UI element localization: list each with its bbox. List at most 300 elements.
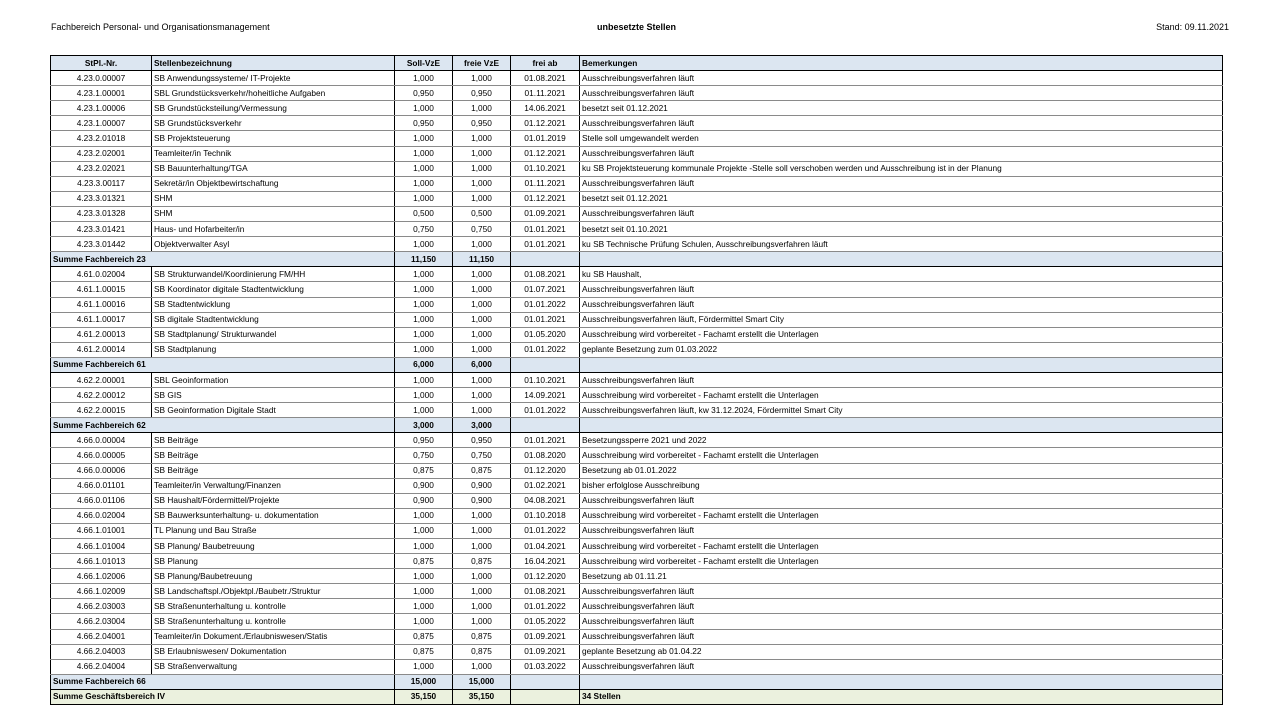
table-row — [51, 554, 1223, 569]
cell-position-title: SB Straßenunterhaltung u. kontrolle — [152, 614, 395, 629]
cell-remarks: Ausschreibungsverfahren läuft — [580, 523, 1223, 538]
cell-remarks: Ausschreibungsverfahren läuft — [580, 629, 1223, 644]
cell-sum-free-fte: 15,000 — [453, 674, 511, 689]
cell-free-from: 01.11.2021 — [511, 86, 580, 101]
cell-position-number: 4.66.0.01106 — [51, 493, 152, 508]
cell-remarks: geplante Besetzung zum 01.03.2022 — [580, 342, 1223, 357]
cell-empty — [511, 418, 580, 433]
cell-free-fte: 1,000 — [453, 146, 511, 161]
cell-remarks: besetzt seit 01.12.2021 — [580, 191, 1223, 206]
table-row — [51, 372, 1223, 387]
cell-free-from: 01.09.2021 — [511, 206, 580, 221]
cell-position-title: Teamleiter/in Verwaltung/Finanzen — [152, 478, 395, 493]
table-row — [51, 433, 1223, 448]
table-row — [51, 327, 1223, 342]
table-row — [51, 659, 1223, 674]
cell-target-fte: 1,000 — [395, 342, 453, 357]
col-header-title: Stellenbezeichnung — [152, 56, 395, 71]
table-row — [51, 644, 1223, 659]
cell-position-title: TL Planung und Bau Straße — [152, 523, 395, 538]
cell-remarks: Ausschreibung wird vorbereitet - Fachamt erstellt die Unterlagen — [580, 554, 1223, 569]
cell-free-from: 01.09.2021 — [511, 644, 580, 659]
cell-position-number: 4.66.2.04003 — [51, 644, 152, 659]
cell-free-from: 01.01.2022 — [511, 403, 580, 418]
cell-position-number: 4.23.1.00007 — [51, 116, 152, 131]
cell-position-title: SB Koordinator digitale Stadtentwicklung — [152, 282, 395, 297]
cell-free-from: 01.09.2021 — [511, 629, 580, 644]
cell-position-number: 4.23.3.00117 — [51, 176, 152, 191]
table-row — [51, 403, 1223, 418]
cell-free-fte: 1,000 — [453, 372, 511, 387]
cell-position-number: 4.66.0.00006 — [51, 463, 152, 478]
cell-remarks: Ausschreibungsverfahren läuft — [580, 282, 1223, 297]
cell-sum-target-fte: 3,000 — [395, 418, 453, 433]
cell-free-from: 01.12.2021 — [511, 191, 580, 206]
table-header-row — [51, 56, 1223, 71]
cell-position-number: 4.66.0.01101 — [51, 478, 152, 493]
cell-sum-label: Summe Fachbereich 66 — [51, 674, 395, 689]
cell-position-number: 4.61.2.00013 — [51, 327, 152, 342]
cell-free-from: 01.12.2021 — [511, 146, 580, 161]
cell-position-title: SB Bauunterhaltung/TGA — [152, 161, 395, 176]
cell-empty — [511, 674, 580, 689]
cell-free-from: 01.05.2022 — [511, 614, 580, 629]
cell-sum-remarks — [580, 418, 1223, 433]
cell-remarks: Ausschreibung wird vorbereitet - Fachamt erstellt die Unterlagen — [580, 539, 1223, 554]
cell-free-fte: 1,000 — [453, 267, 511, 282]
cell-free-fte: 1,000 — [453, 342, 511, 357]
cell-remarks: Ausschreibungsverfahren läuft — [580, 584, 1223, 599]
cell-remarks: Ausschreibungsverfahren läuft — [580, 372, 1223, 387]
cell-free-from: 01.01.2021 — [511, 312, 580, 327]
cell-remarks: Ausschreibungsverfahren läuft, kw 31.12.2024, Fördermittel Smart City — [580, 403, 1223, 418]
table-row — [51, 116, 1223, 131]
cell-position-number: 4.62.2.00001 — [51, 372, 152, 387]
cell-position-title: SB Projektsteuerung — [152, 131, 395, 146]
cell-position-number: 4.23.2.01018 — [51, 131, 152, 146]
cell-remarks: Besetzungssperre 2021 und 2022 — [580, 433, 1223, 448]
cell-sum-free-fte: 6,000 — [453, 357, 511, 372]
cell-free-fte: 1,000 — [453, 327, 511, 342]
cell-position-title: SB Stadtplanung — [152, 342, 395, 357]
cell-target-fte: 1,000 — [395, 372, 453, 387]
table-row — [51, 161, 1223, 176]
cell-position-number: 4.66.0.02004 — [51, 508, 152, 523]
table-row — [51, 342, 1223, 357]
table-row — [51, 176, 1223, 191]
cell-position-number: 4.61.0.02004 — [51, 267, 152, 282]
cell-position-number: 4.23.1.00001 — [51, 86, 152, 101]
cell-free-fte: 1,000 — [453, 523, 511, 538]
cell-position-title: SB Geoinformation Digitale Stadt — [152, 403, 395, 418]
cell-position-number: 4.23.3.01421 — [51, 222, 152, 237]
cell-target-fte: 0,875 — [395, 463, 453, 478]
cell-remarks: Ausschreibungsverfahren läuft — [580, 71, 1223, 86]
cell-free-from: 04.08.2021 — [511, 493, 580, 508]
cell-free-from: 01.01.2019 — [511, 131, 580, 146]
cell-sum-target-fte: 35,150 — [395, 689, 453, 704]
cell-position-title: SB Beiträge — [152, 463, 395, 478]
cell-free-fte: 1,000 — [453, 312, 511, 327]
cell-free-from: 01.01.2021 — [511, 237, 580, 252]
cell-free-fte: 0,950 — [453, 433, 511, 448]
cell-free-from: 01.07.2021 — [511, 282, 580, 297]
cell-target-fte: 1,000 — [395, 508, 453, 523]
cell-position-number: 4.62.2.00012 — [51, 388, 152, 403]
cell-free-from: 01.10.2021 — [511, 161, 580, 176]
cell-position-title: SB Planung/Baubetreuung — [152, 569, 395, 584]
cell-position-number: 4.23.3.01442 — [51, 237, 152, 252]
cell-free-from: 01.08.2021 — [511, 71, 580, 86]
cell-position-number: 4.23.1.00006 — [51, 101, 152, 116]
cell-sum-label: Summe Fachbereich 62 — [51, 418, 395, 433]
col-header-free-from: frei ab — [511, 56, 580, 71]
cell-target-fte: 0,950 — [395, 116, 453, 131]
cell-target-fte: 1,000 — [395, 539, 453, 554]
table-row — [51, 629, 1223, 644]
table-row — [51, 101, 1223, 116]
cell-position-number: 4.61.2.00014 — [51, 342, 152, 357]
table-row — [51, 614, 1223, 629]
cell-target-fte: 1,000 — [395, 237, 453, 252]
cell-free-from: 01.01.2022 — [511, 523, 580, 538]
table-row — [51, 86, 1223, 101]
cell-free-from: 01.12.2020 — [511, 569, 580, 584]
cell-target-fte: 1,000 — [395, 599, 453, 614]
cell-target-fte: 0,875 — [395, 644, 453, 659]
cell-free-fte: 0,900 — [453, 493, 511, 508]
cell-free-fte: 1,000 — [453, 599, 511, 614]
cell-remarks: Ausschreibungsverfahren läuft, Fördermittel Smart City — [580, 312, 1223, 327]
table-row — [51, 539, 1223, 554]
cell-empty — [511, 252, 580, 267]
cell-free-from: 14.09.2021 — [511, 388, 580, 403]
cell-target-fte: 1,000 — [395, 584, 453, 599]
cell-remarks: Besetzung ab 01.01.2022 — [580, 463, 1223, 478]
cell-target-fte: 1,000 — [395, 659, 453, 674]
cell-free-from: 01.01.2021 — [511, 433, 580, 448]
cell-target-fte: 1,000 — [395, 161, 453, 176]
cell-position-title: SB Planung/ Baubetreuung — [152, 539, 395, 554]
cell-target-fte: 1,000 — [395, 327, 453, 342]
table-row — [51, 131, 1223, 146]
cell-position-number: 4.66.1.01001 — [51, 523, 152, 538]
cell-position-number: 4.61.1.00015 — [51, 282, 152, 297]
cell-position-title: SB digitale Stadtentwicklung — [152, 312, 395, 327]
col-header-free-fte: freie VzE — [453, 56, 511, 71]
cell-target-fte: 1,000 — [395, 312, 453, 327]
cell-target-fte: 0,875 — [395, 554, 453, 569]
cell-target-fte: 1,000 — [395, 523, 453, 538]
cell-target-fte: 1,000 — [395, 267, 453, 282]
status-date: Stand: 09.11.2021 — [1156, 22, 1229, 32]
cell-remarks: ku SB Projektsteuerung kommunale Projekte -Stelle soll verschoben werden und Ausschreibung ist in der Planung — [580, 161, 1223, 176]
table-row — [51, 146, 1223, 161]
table-row — [51, 508, 1223, 523]
cell-free-from: 01.08.2021 — [511, 584, 580, 599]
cell-sum-remarks — [580, 252, 1223, 267]
cell-target-fte: 1,000 — [395, 71, 453, 86]
cell-free-fte: 1,000 — [453, 237, 511, 252]
col-header-remarks: Bemerkungen — [580, 56, 1223, 71]
cell-position-title: SHM — [152, 206, 395, 221]
cell-target-fte: 0,875 — [395, 629, 453, 644]
cell-target-fte: 1,000 — [395, 146, 453, 161]
cell-remarks: besetzt seit 01.10.2021 — [580, 222, 1223, 237]
cell-position-title: Objektverwalter Asyl — [152, 237, 395, 252]
cell-sum-remarks: 34 Stellen — [580, 689, 1223, 704]
table-row — [51, 237, 1223, 252]
cell-sum-remarks — [580, 674, 1223, 689]
cell-target-fte: 1,000 — [395, 282, 453, 297]
table-row — [51, 282, 1223, 297]
cell-position-number: 4.62.2.00015 — [51, 403, 152, 418]
cell-free-fte: 0,875 — [453, 629, 511, 644]
cell-free-from: 01.03.2022 — [511, 659, 580, 674]
cell-free-fte: 1,000 — [453, 614, 511, 629]
cell-remarks: Ausschreibung wird vorbereitet - Fachamt erstellt die Unterlagen — [580, 448, 1223, 463]
cell-free-fte: 1,000 — [453, 659, 511, 674]
cell-position-number: 4.66.2.04001 — [51, 629, 152, 644]
cell-remarks: Ausschreibungsverfahren läuft — [580, 146, 1223, 161]
cell-free-from: 01.10.2021 — [511, 372, 580, 387]
cell-remarks: Ausschreibungsverfahren läuft — [580, 206, 1223, 221]
cell-position-number: 4.23.3.01321 — [51, 191, 152, 206]
cell-position-number: 4.23.2.02001 — [51, 146, 152, 161]
cell-target-fte: 0,950 — [395, 433, 453, 448]
cell-free-fte: 0,900 — [453, 478, 511, 493]
cell-position-title: SB Straßenverwaltung — [152, 659, 395, 674]
cell-sum-free-fte: 11,150 — [453, 252, 511, 267]
cell-free-fte: 0,750 — [453, 222, 511, 237]
vacancies-table — [50, 55, 1223, 705]
cell-position-title: SB GIS — [152, 388, 395, 403]
cell-sum-free-fte: 3,000 — [453, 418, 511, 433]
cell-free-fte: 0,875 — [453, 554, 511, 569]
subtotal-row — [51, 252, 1223, 267]
cell-target-fte: 1,000 — [395, 191, 453, 206]
cell-free-from: 01.02.2021 — [511, 478, 580, 493]
cell-position-title: SB Landschaftspl./Objektpl./Baubetr./Struktur — [152, 584, 395, 599]
cell-free-fte: 0,875 — [453, 463, 511, 478]
cell-remarks: Ausschreibungsverfahren läuft — [580, 297, 1223, 312]
cell-position-number: 4.66.1.02006 — [51, 569, 152, 584]
cell-position-title: SB Haushalt/Fördermittel/Projekte — [152, 493, 395, 508]
cell-free-fte: 1,000 — [453, 539, 511, 554]
subtotal-row — [51, 357, 1223, 372]
table-row — [51, 448, 1223, 463]
cell-target-fte: 1,000 — [395, 297, 453, 312]
cell-free-from: 01.12.2021 — [511, 116, 580, 131]
cell-target-fte: 1,000 — [395, 176, 453, 191]
cell-position-number: 4.66.1.01004 — [51, 539, 152, 554]
cell-free-from: 01.05.2020 — [511, 327, 580, 342]
cell-remarks: besetzt seit 01.12.2021 — [580, 101, 1223, 116]
table-row — [51, 222, 1223, 237]
cell-free-fte: 1,000 — [453, 161, 511, 176]
cell-free-from: 01.01.2022 — [511, 297, 580, 312]
cell-remarks: Ausschreibungsverfahren läuft — [580, 493, 1223, 508]
table-row — [51, 388, 1223, 403]
table-row — [51, 523, 1223, 538]
table-row — [51, 191, 1223, 206]
page-title: unbesetzte Stellen — [597, 22, 677, 32]
table-row — [51, 206, 1223, 221]
cell-remarks: Besetzung ab 01.11.21 — [580, 569, 1223, 584]
cell-position-title: SB Strukturwandel/Koordinierung FM/HH — [152, 267, 395, 282]
cell-position-title: Teamleiter/in Technik — [152, 146, 395, 161]
table-body — [51, 71, 1223, 705]
cell-position-title: SB Straßenunterhaltung u. kontrolle — [152, 599, 395, 614]
cell-free-fte: 1,000 — [453, 101, 511, 116]
cell-free-fte: 0,500 — [453, 206, 511, 221]
cell-remarks: Ausschreibungsverfahren läuft — [580, 659, 1223, 674]
cell-position-title: SBL Geoinformation — [152, 372, 395, 387]
cell-sum-target-fte: 15,000 — [395, 674, 453, 689]
cell-sum-label: Summe Geschäftsbereich IV — [51, 689, 395, 704]
cell-free-fte: 1,000 — [453, 191, 511, 206]
cell-free-from: 01.04.2021 — [511, 539, 580, 554]
cell-position-title: SB Grundstücksverkehr — [152, 116, 395, 131]
cell-free-from: 01.01.2022 — [511, 342, 580, 357]
cell-remarks: ku SB Haushalt, — [580, 267, 1223, 282]
cell-target-fte: 0,500 — [395, 206, 453, 221]
cell-sum-label: Summe Fachbereich 23 — [51, 252, 395, 267]
cell-remarks: geplante Besetzung ab 01.04.22 — [580, 644, 1223, 659]
table-row — [51, 267, 1223, 282]
table-row — [51, 463, 1223, 478]
cell-position-title: SB Beiträge — [152, 448, 395, 463]
cell-position-title: SB Beiträge — [152, 433, 395, 448]
cell-free-fte: 1,000 — [453, 176, 511, 191]
table-row — [51, 584, 1223, 599]
cell-position-number: 4.23.0.00007 — [51, 71, 152, 86]
cell-free-from: 01.08.2021 — [511, 267, 580, 282]
cell-sum-remarks — [580, 357, 1223, 372]
cell-sum-target-fte: 11,150 — [395, 252, 453, 267]
cell-free-fte: 0,950 — [453, 116, 511, 131]
subtotal-row — [51, 674, 1223, 689]
cell-free-fte: 0,750 — [453, 448, 511, 463]
cell-position-title: SB Erlaubniswesen/ Dokumentation — [152, 644, 395, 659]
cell-sum-label: Summe Fachbereich 61 — [51, 357, 395, 372]
cell-sum-free-fte: 35,150 — [453, 689, 511, 704]
col-header-number: StPl.-Nr. — [51, 56, 152, 71]
cell-position-title: SHM — [152, 191, 395, 206]
cell-free-fte: 1,000 — [453, 71, 511, 86]
cell-target-fte: 0,900 — [395, 493, 453, 508]
cell-empty — [511, 357, 580, 372]
cell-sum-target-fte: 6,000 — [395, 357, 453, 372]
cell-remarks: Ausschreibungsverfahren läuft — [580, 86, 1223, 101]
cell-position-number: 4.66.2.03003 — [51, 599, 152, 614]
cell-remarks: Ausschreibungsverfahren läuft — [580, 614, 1223, 629]
table-row — [51, 478, 1223, 493]
cell-free-fte: 0,950 — [453, 86, 511, 101]
cell-free-from: 01.01.2021 — [511, 222, 580, 237]
cell-position-number: 4.66.1.02009 — [51, 584, 152, 599]
cell-free-fte: 1,000 — [453, 282, 511, 297]
cell-target-fte: 0,900 — [395, 478, 453, 493]
cell-position-title: SB Anwendungssysteme/ IT-Projekte — [152, 71, 395, 86]
table-row — [51, 569, 1223, 584]
cell-remarks: Ausschreibungsverfahren läuft — [580, 599, 1223, 614]
subtotal-row — [51, 418, 1223, 433]
cell-target-fte: 1,000 — [395, 388, 453, 403]
cell-position-title: Haus- und Hofarbeiter/in — [152, 222, 395, 237]
cell-target-fte: 0,950 — [395, 86, 453, 101]
cell-free-from: 01.08.2020 — [511, 448, 580, 463]
cell-target-fte: 1,000 — [395, 131, 453, 146]
col-header-target-fte: Soll-VzE — [395, 56, 453, 71]
header-department: Fachbereich Personal- und Organisationsmanagement — [51, 22, 270, 32]
cell-position-number: 4.23.3.01328 — [51, 206, 152, 221]
cell-remarks: Ausschreibung wird vorbereitet - Fachamt erstellt die Unterlagen — [580, 508, 1223, 523]
cell-free-fte: 1,000 — [453, 297, 511, 312]
table-row — [51, 71, 1223, 86]
cell-remarks: Ausschreibungsverfahren läuft — [580, 176, 1223, 191]
cell-free-from: 16.04.2021 — [511, 554, 580, 569]
cell-remarks: Stelle soll umgewandelt werden — [580, 131, 1223, 146]
cell-target-fte: 0,750 — [395, 222, 453, 237]
cell-remarks: Ausschreibung wird vorbereitet - Fachamt erstellt die Unterlagen — [580, 327, 1223, 342]
cell-free-fte: 1,000 — [453, 584, 511, 599]
cell-remarks: Ausschreibungsverfahren läuft — [580, 116, 1223, 131]
cell-free-from: 01.01.2022 — [511, 599, 580, 614]
cell-free-fte: 1,000 — [453, 508, 511, 523]
cell-remarks: bisher erfolglose Ausschreibung — [580, 478, 1223, 493]
table-row — [51, 493, 1223, 508]
table-row — [51, 599, 1223, 614]
cell-target-fte: 1,000 — [395, 101, 453, 116]
cell-position-number: 4.66.0.00004 — [51, 433, 152, 448]
cell-position-title: SBL Grundstücksverkehr/hoheitliche Aufgaben — [152, 86, 395, 101]
cell-position-title: SB Grundstücksteilung/Vermessung — [152, 101, 395, 116]
cell-target-fte: 0,750 — [395, 448, 453, 463]
cell-remarks: ku SB Technische Prüfung Schulen, Ausschreibungsverfahren läuft — [580, 237, 1223, 252]
table-row — [51, 297, 1223, 312]
cell-position-number: 4.66.2.04004 — [51, 659, 152, 674]
cell-free-fte: 1,000 — [453, 569, 511, 584]
table-row — [51, 312, 1223, 327]
cell-target-fte: 1,000 — [395, 614, 453, 629]
cell-position-title: SB Stadtentwicklung — [152, 297, 395, 312]
cell-target-fte: 1,000 — [395, 403, 453, 418]
cell-free-from: 01.12.2020 — [511, 463, 580, 478]
cell-empty — [511, 689, 580, 704]
cell-position-number: 4.23.2.02021 — [51, 161, 152, 176]
cell-position-title: Teamleiter/in Dokument./Erlaubniswesen/Statis — [152, 629, 395, 644]
cell-free-from: 14.06.2021 — [511, 101, 580, 116]
cell-position-title: SB Bauwerksunterhaltung- u. dokumentation — [152, 508, 395, 523]
cell-position-number: 4.66.2.03004 — [51, 614, 152, 629]
cell-free-fte: 1,000 — [453, 131, 511, 146]
cell-position-title: SB Stadtplanung/ Strukturwandel — [152, 327, 395, 342]
cell-position-number: 4.61.1.00017 — [51, 312, 152, 327]
cell-position-number: 4.66.0.00005 — [51, 448, 152, 463]
cell-position-number: 4.61.1.00016 — [51, 297, 152, 312]
cell-free-from: 01.10.2018 — [511, 508, 580, 523]
cell-target-fte: 1,000 — [395, 569, 453, 584]
cell-free-fte: 0,875 — [453, 644, 511, 659]
cell-position-title: SB Planung — [152, 554, 395, 569]
cell-free-fte: 1,000 — [453, 388, 511, 403]
cell-position-number: 4.66.1.01013 — [51, 554, 152, 569]
cell-free-fte: 1,000 — [453, 403, 511, 418]
grand-total-row — [51, 689, 1223, 704]
cell-position-title: Sekretär/in Objektbewirtschaftung — [152, 176, 395, 191]
cell-remarks: Ausschreibung wird vorbereitet - Fachamt erstellt die Unterlagen — [580, 388, 1223, 403]
